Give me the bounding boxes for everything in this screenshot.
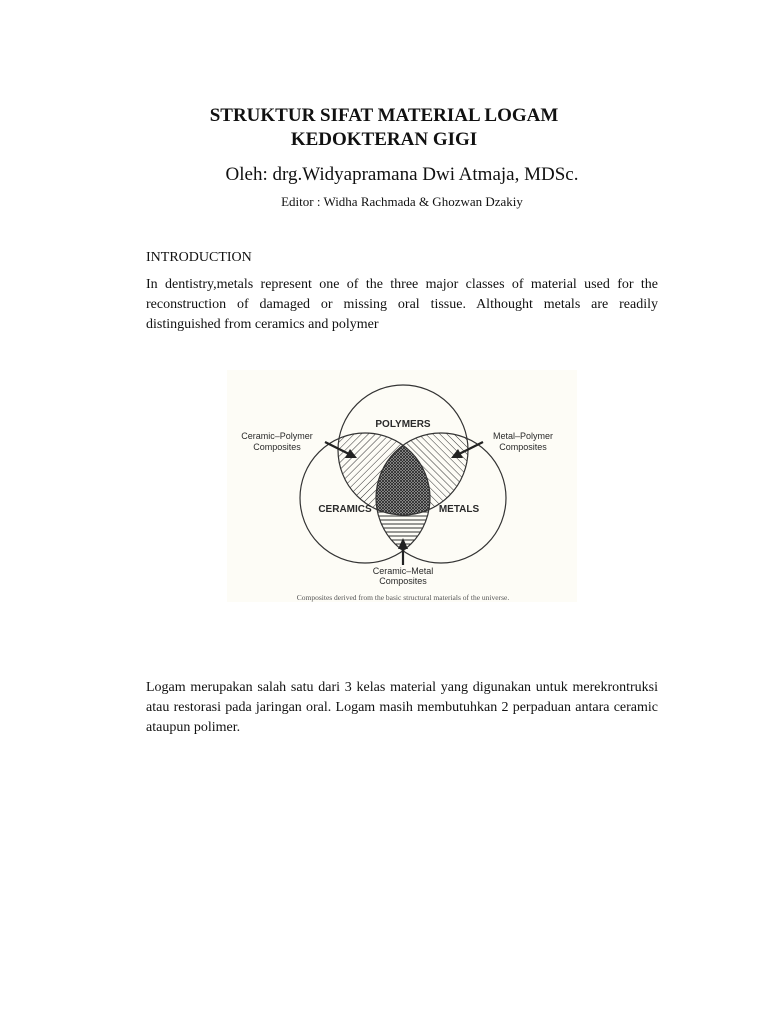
document-title <box>0 104 768 152</box>
polymers-label: POLYMERS <box>375 419 431 430</box>
intro-paragraph: In dentistry,metals represent one of the three major classes of material used for the reconstruction of damaged or missing oral tissue. Althought metals are readily distinguished from ceramics and polymer <box>146 277 658 332</box>
title-line-2: KEDOKTERAN GIGI <box>290 129 478 150</box>
ceramic-metal-label-1: Ceramic–Metal <box>372 566 434 576</box>
author-line: Oleh: drg.Widyapramana Dwi Atmaja, MDSc. <box>225 164 579 185</box>
metal-polymer-label-1: Metal–Polymer <box>492 431 554 441</box>
metal-polymer-label-2: Composites <box>499 442 547 452</box>
editor-line: Editor : Widha Rachmada & Ghozwan Dzakiy <box>281 194 523 209</box>
venn-diagram-figure <box>227 370 577 602</box>
title-line-1: STRUKTUR SIFAT MATERIAL LOGAM <box>209 105 559 126</box>
ceramic-polymer-label-1: Ceramic–Polymer <box>241 431 313 441</box>
ceramic-metal-label-2: Composites <box>379 576 427 586</box>
section-heading: INTRODUCTION <box>146 250 252 265</box>
ceramic-polymer-label-2: Composites <box>253 442 301 452</box>
metals-label: METALS <box>438 504 480 515</box>
ceramics-label: CERAMICS <box>318 504 372 515</box>
indonesian-paragraph: Logam merupakan salah satu dari 3 kelas material yang digunakan untuk merekrontruksi atau restorasi pada jaringan oral. Logam masih membutuhkan 2 perpaduan antara ceramic ataupun polimer. <box>146 680 658 735</box>
figure-caption: Composites derived from the basic structural materials of the universe. <box>296 593 510 602</box>
venn-diagram <box>227 370 577 602</box>
